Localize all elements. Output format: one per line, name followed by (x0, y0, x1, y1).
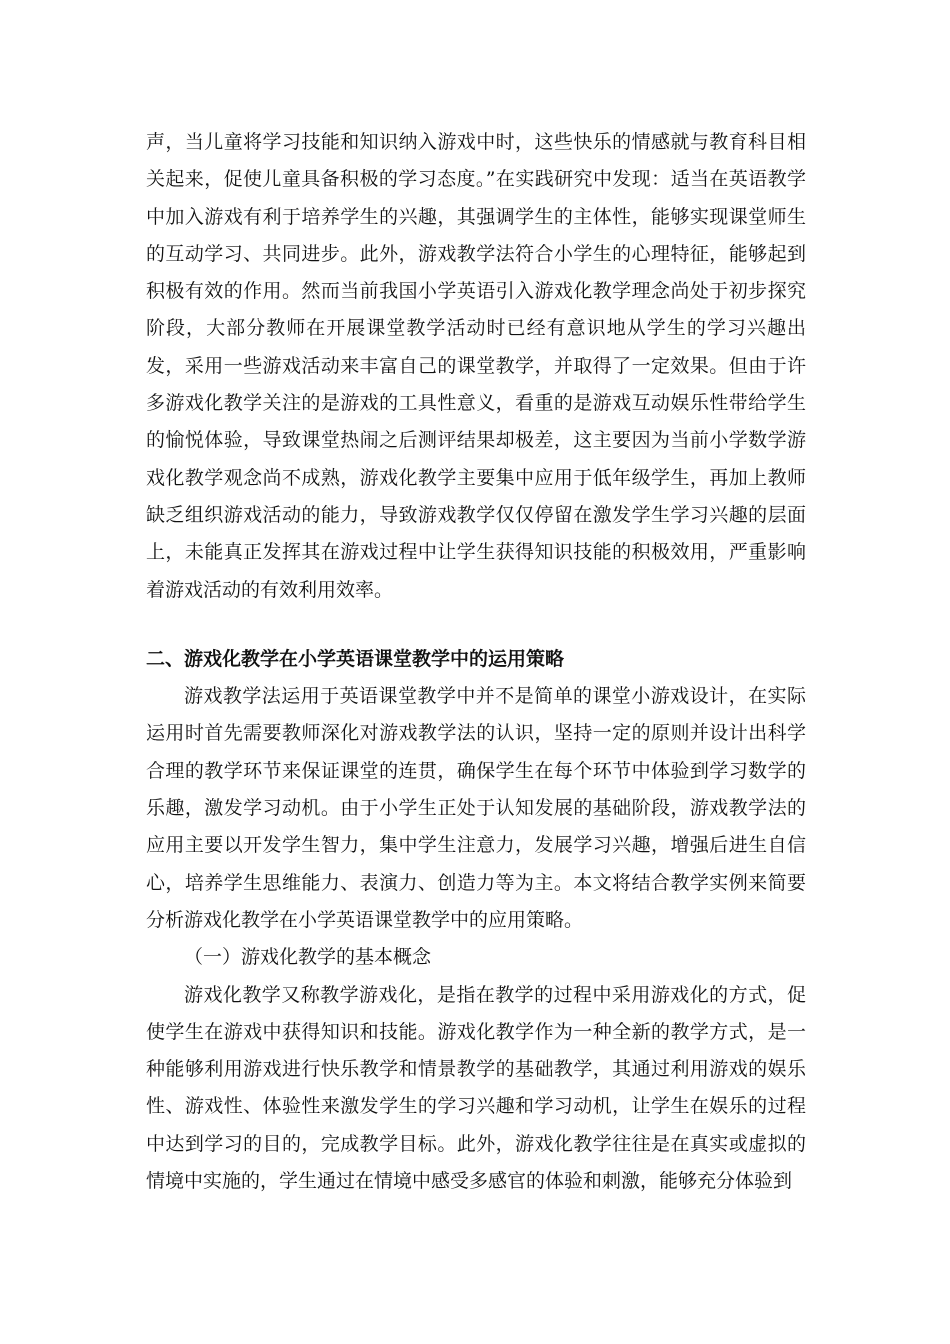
paragraph-basic-concept: 游戏化教学又称教学游戏化，是指在教学的过程中采用游戏化的方式，促使学生在游戏中获得知识和技能。游戏化教学作为一种全新的教学方式，是一种能够利用游戏进行快乐教学和情景教学的基础教学，其通过利用游戏的娱乐性、游戏性、体验性来激发学生的学习兴趣和学习动机，让学生在娱乐的过程中达到学习的目的，完成教学目标。此外，游戏化教学往往是在真实或虚拟的情境中实施的，学生通过在情境中感受多感官的体验和刺激，能够充分体验到 (146, 983, 806, 1193)
paragraph-strategy-overview: 游戏教学法运用于英语课堂教学中并不是简单的课堂小游戏设计，在实际运用时首先需要教师深化对游戏教学法的认识，坚持一定的原则并设计出科学合理的教学环节来保证课堂的连贯，确保学生在每个环节中体验到学习数学的乐趣，激发学习动机。由于小学生正处于认知发展的基础阶段，游戏教学法的应用主要以开发学生智力，集中学生注意力，发展学习兴趣，增强后进生自信心，培养学生思维能力、表演力、创造力等为主。本文将结合教学实例来简要分析游戏化教学在小学英语课堂教学中的应用策略。 (146, 685, 806, 931)
document-page (146, 124, 806, 1200)
subsection-heading-1: （一）游戏化教学的基本概念 (184, 946, 432, 969)
section-heading-2: 二、游戏化教学在小学英语课堂教学中的运用策略 (146, 647, 565, 670)
paragraph-intro-continuation: 声，当儿童将学习技能和知识纳入游戏中时，这些快乐的情感就与教育科目相关起来，促使儿童具备积极的学习态度。”在实践研究中发现：适当在英语教学中加入游戏有利于培养学生的兴趣，其强调学生的主体性，能够实现课堂师生的互动学习、共同进步。此外，游戏教学法符合小学生的心理特征，能够起到积极有效的作用。然而当前我国小学英语引入游戏化教学理念尚处于初步探究阶段，大部分教师在开展课堂教学活动时已经有意识地从学生的学习兴趣出发，采用一些游戏活动来丰富自己的课堂教学，并取得了一定效果。但由于许多游戏化教学关注的是游戏的工具性意义，看重的是游戏互动娱乐性带给学生的愉悦体验，导致课堂热闹之后测评结果却极差，这主要因为当前小学数学游戏化教学观念尚不成熟，游戏化教学主要集中应用于低年级学生，再加上教师缺乏组织游戏活动的能力，导致游戏教学仅仅停留在激发学生学习兴趣的层面上，未能真正发挥其在游戏过程中让学生获得知识技能的积极效用，严重影响着游戏活动的有效利用效率。 (146, 131, 806, 601)
